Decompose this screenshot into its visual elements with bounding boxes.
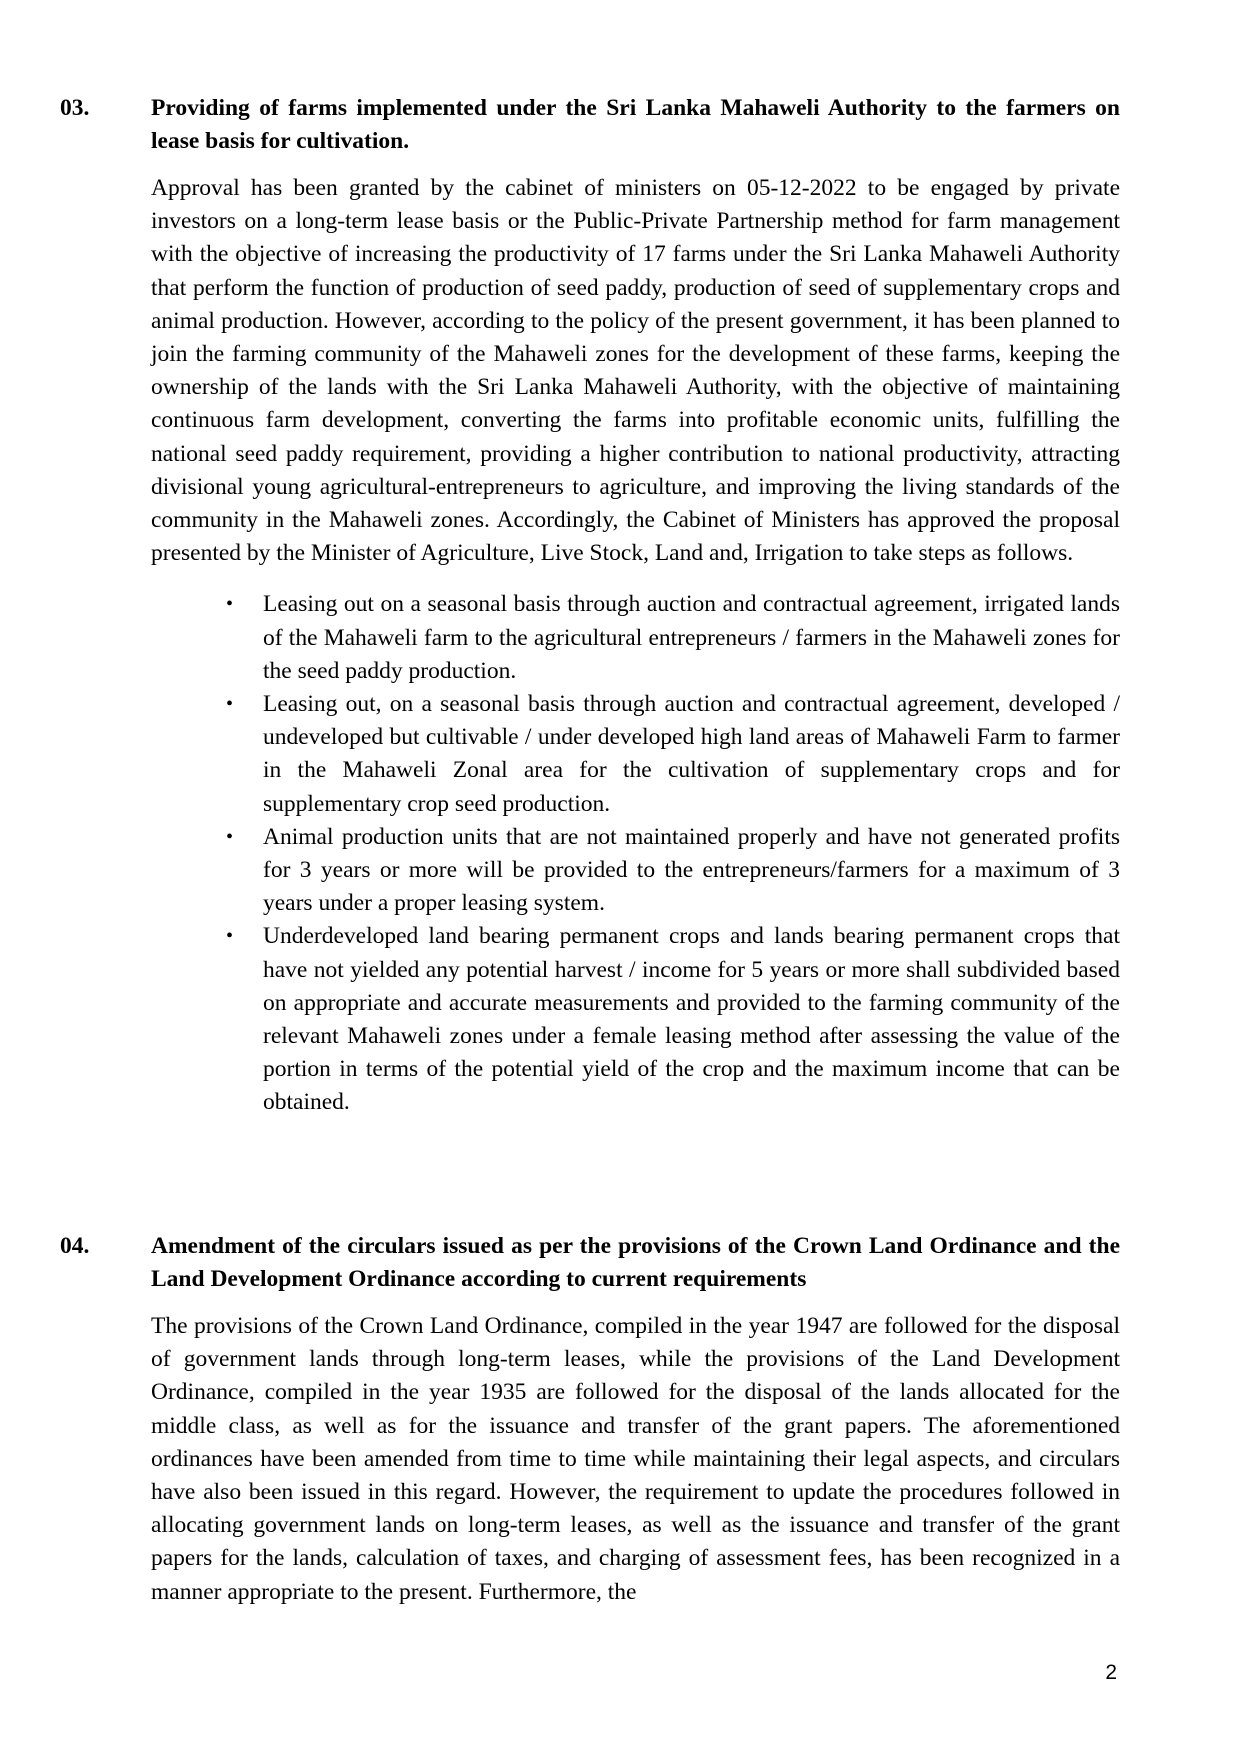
bullet-text: Leasing out on a seasonal basis through auction and contractual agreement, irrigated lands of the Mahaweli farm to the agricultural entrepreneurs / farmers in the Mahaweli zones for the seed paddy production. <box>263 591 1120 684</box>
bullet-text: Animal production units that are not maintained properly and have not generated profits for 3 years or more will be provided to the entrepreneurs/farmers for a maximum of 3 years under a proper leasing system. <box>263 823 1120 917</box>
section-number: 04. <box>60 1233 90 1259</box>
section-title: Providing of farms implemented under the Sri Lanka Mahaweli Authority to the farmers on lease basis for cultivation. <box>151 95 1120 154</box>
bullet-list <box>60 588 1120 1119</box>
section-title: Amendment of the circulars issued as per the provisions of the Crown Land Ordinance and the Land Development Ordinance according to current requirements <box>151 1233 1120 1292</box>
bullet-text: Leasing out, on a seasonal basis through auction and contractual agreement, developed / undeveloped but cultivable / under developed high land areas of Mahaweli Farm to farmer in the Mahaweli Zonal area for the cultivation of supplementary crops and for supplementary crop seed production. <box>263 691 1120 817</box>
page-number: 2 <box>1105 1661 1117 1684</box>
section-heading <box>60 92 1120 158</box>
section-number: 03. <box>60 95 90 121</box>
bullet-item <box>226 588 1120 688</box>
bullet-icon: • <box>226 693 234 716</box>
section-03 <box>60 92 1120 1120</box>
bullet-item <box>226 920 1120 1119</box>
section-04 <box>60 1230 1120 1609</box>
bullet-icon: • <box>226 925 234 948</box>
bullet-icon: • <box>226 825 234 848</box>
bullet-item <box>226 688 1120 821</box>
section-paragraph: The provisions of the Crown Land Ordinance, compiled in the year 1947 are followed for the disposal of government lands through long-term leases, while the provisions of the Land Development Ordinance, compiled in the year 1935 are followed for the disposal of the lands allocated for the middle class, as well as for the issuance and transfer of the grant papers. The aforementioned ordinances have been amended from time to time while maintaining their legal aspects, and circulars have also been issued in this regard. However, the requirement to update the procedures followed in allocating government lands on long-term leases, as well as the issuance and transfer of the grant papers for the lands, calculation of taxes, and charging of assessment fees, has been recognized in a manner appropriate to the present. Furthermore, the <box>151 1313 1120 1605</box>
bullet-item <box>226 821 1120 921</box>
section-heading <box>60 1230 1120 1296</box>
bullet-icon: • <box>226 593 234 616</box>
section-paragraph: Approval has been granted by the cabinet of ministers on 05-12-2022 to be engaged by private investors on a long-term lease basis or the Public-Private Partnership method for farm management with the objective of increasing the productivity of 17 farms under the Sri Lanka Mahaweli Authority that perform the function of production of seed paddy, production of seed of supplementary crops and animal production. However, according to the policy of the present government, it has been planned to join the farming community of the Mahaweli zones for the development of these farms, keeping the ownership of the lands with the Sri Lanka Mahaweli Authority, with the objective of maintaining continuous farm development, converting the farms into profitable economic units, fulfilling the national seed paddy requirement, providing a higher contribution to national productivity, attracting divisional young agricultural-entrepreneurs to agriculture, and improving the living standards of the community in the Mahaweli zones. Accordingly, the Cabinet of Ministers has approved the proposal presented by the Minister of Agriculture, Live Stock, Land and, Irrigation to take steps as follows. <box>151 175 1120 567</box>
bullet-text: Underdeveloped land bearing permanent crops and lands bearing permanent crops that have not yielded any potential harvest / income for 5 years or more shall subdivided based on appropriate and accurate measurements and provided to the farming community of the relevant Mahaweli zones under a female leasing method after assessing the value of the portion in terms of the potential yield of the crop and the maximum income that can be obtained. <box>263 923 1120 1116</box>
